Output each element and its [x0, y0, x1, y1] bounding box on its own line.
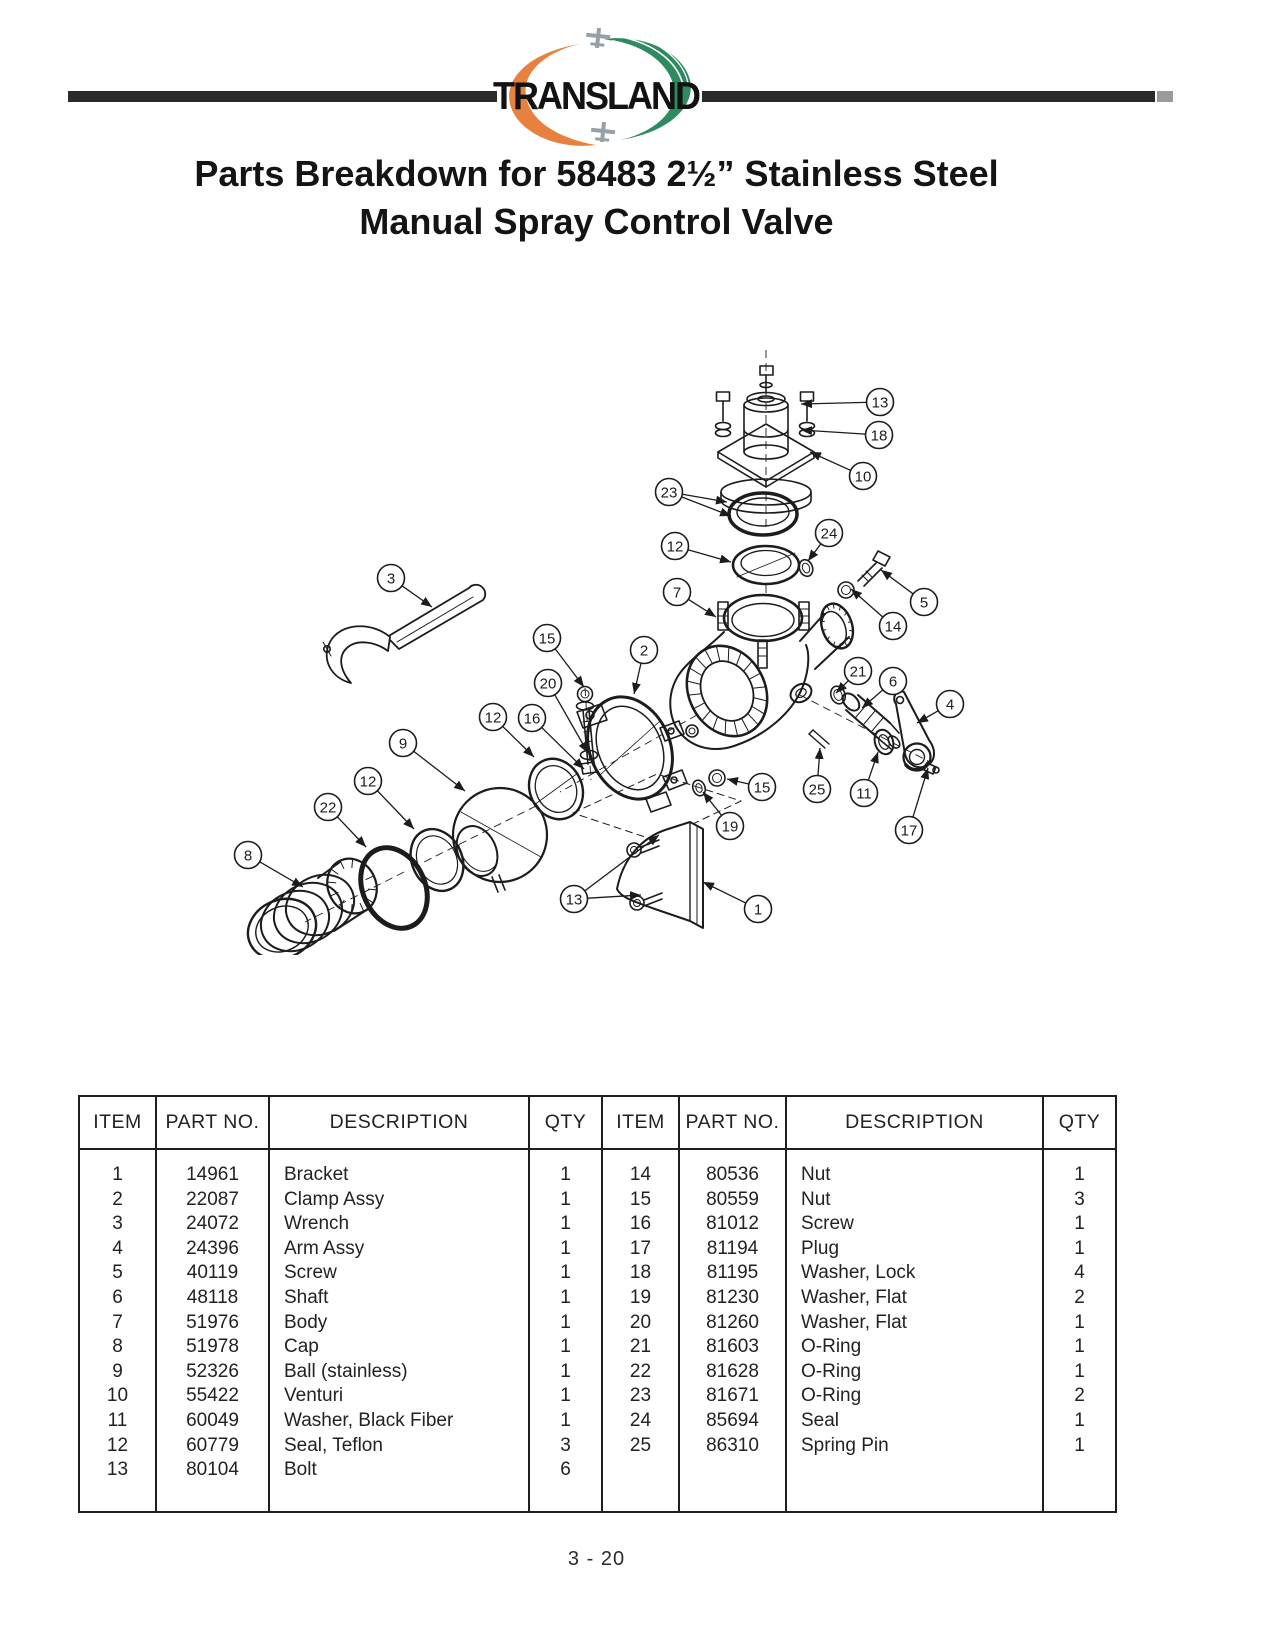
spacer-cell [786, 1483, 1043, 1512]
part-no-cell: 81012 [679, 1212, 786, 1237]
part-no-cell: 81603 [679, 1335, 786, 1360]
item-cell: 18 [602, 1261, 679, 1286]
callouts-layer [235, 389, 964, 923]
item-cell: 16 [602, 1212, 679, 1237]
description-cell: Washer, Black Fiber [269, 1409, 529, 1434]
svg-text:1: 1 [753, 901, 763, 919]
table-row [79, 1212, 1116, 1237]
svg-text:12: 12 [666, 538, 684, 556]
qty-cell: 3 [1043, 1188, 1116, 1213]
svg-text:18: 18 [870, 427, 888, 445]
item-cell: 25 [602, 1434, 679, 1459]
qty-cell: 1 [529, 1237, 602, 1262]
table-row [79, 1163, 1116, 1188]
description-cell: Screw [786, 1212, 1043, 1237]
header-rule-left [68, 91, 497, 102]
description-cell: Spring Pin [786, 1434, 1043, 1459]
table-row [79, 1335, 1116, 1360]
callout-21 [845, 658, 872, 685]
part-no-cell: 51978 [156, 1335, 269, 1360]
qty-cell: 1 [1043, 1409, 1116, 1434]
page-title [78, 150, 1115, 246]
item-cell: 5 [112, 1262, 123, 1284]
callout-22 [315, 794, 342, 821]
transland-logo [492, 28, 714, 156]
item-cell: 15 [602, 1188, 679, 1213]
valve-body-drawing [660, 595, 858, 790]
callout-6 [880, 668, 907, 695]
qty-cell: 1 [1043, 1212, 1116, 1237]
item-cell: 13 [106, 1459, 129, 1481]
description-cell: O-Ring [786, 1384, 1043, 1409]
item-cell: 8 [112, 1336, 123, 1358]
item-cell: 2 [112, 1188, 123, 1210]
part-no-cell: 81628 [679, 1360, 786, 1385]
spacer-cell [1043, 1149, 1116, 1163]
description-cell: Bolt [269, 1458, 529, 1483]
part-no-cell: 86310 [679, 1434, 786, 1459]
svg-text:24: 24 [820, 525, 838, 543]
description-cell: Arm Assy [269, 1237, 529, 1262]
logo-wordmark: TRANSLAND [493, 73, 699, 118]
svg-text:3: 3 [386, 570, 396, 588]
item-cell: 7 [112, 1311, 123, 1333]
table-row [79, 1384, 1116, 1409]
qty-cell: 1 [1043, 1163, 1116, 1188]
callout-12 [355, 768, 382, 795]
description-cell: Seal, Teflon [269, 1434, 529, 1459]
description-cell: O-Ring [786, 1360, 1043, 1385]
spacer-cell [602, 1149, 679, 1163]
qty-cell: 3 [529, 1434, 602, 1459]
svg-text:2: 2 [639, 642, 649, 660]
callout-3 [378, 565, 405, 592]
callout-7 [664, 579, 691, 606]
description-cell: Venturi [269, 1384, 529, 1409]
item-cell: 19 [602, 1286, 679, 1311]
page-number: 3 - 20 [567, 1548, 626, 1570]
venturi-assembly-drawing [716, 366, 815, 513]
qty-cell: 1 [1043, 1360, 1116, 1385]
item-cell: 3 [112, 1213, 123, 1235]
part-no-cell: 52326 [156, 1360, 269, 1385]
item-cell: 17 [602, 1237, 679, 1262]
svg-text:5: 5 [919, 594, 929, 612]
callout-15 [534, 625, 561, 652]
callout-4 [937, 691, 964, 718]
oring-seal-upper-drawing [729, 493, 799, 584]
table-row [79, 1311, 1116, 1336]
page-title-line1: Parts Breakdown for 58483 2½” Stainless Steel [194, 153, 999, 194]
callout-12 [662, 533, 689, 560]
page-title-line2: Manual Spray Control Valve [359, 201, 834, 242]
qty-cell: 1 [529, 1360, 602, 1385]
part-no-cell: 81671 [679, 1384, 786, 1409]
spacer-cell [79, 1483, 156, 1512]
spacer-cell [679, 1483, 786, 1512]
qty-cell: 1 [529, 1286, 602, 1311]
svg-text:15: 15 [538, 630, 556, 648]
description-cell: Body [269, 1311, 529, 1336]
callout-20 [535, 670, 562, 697]
spacer-cell [529, 1483, 602, 1512]
svg-text:13: 13 [871, 394, 889, 412]
col-header-description: DESCRIPTION [269, 1096, 529, 1149]
svg-text:13: 13 [565, 891, 583, 909]
qty-cell: 1 [529, 1335, 602, 1360]
part-no-cell [679, 1458, 786, 1483]
qty-cell: 1 [1043, 1237, 1116, 1262]
description-cell: Seal [786, 1409, 1043, 1434]
qty-cell: 1 [1043, 1434, 1116, 1459]
description-cell: Plug [786, 1237, 1043, 1262]
transland-logo-graphic [492, 28, 714, 156]
part-no-cell: 81194 [679, 1237, 786, 1262]
svg-text:15: 15 [753, 779, 771, 797]
callout-1 [745, 896, 772, 923]
item-cell: 22 [602, 1360, 679, 1385]
spacer-cell [1043, 1483, 1116, 1512]
part-no-cell: 24396 [156, 1237, 269, 1262]
bracket-drawing [573, 774, 741, 928]
qty-cell: 2 [1043, 1384, 1116, 1409]
callout-19 [717, 813, 744, 840]
callout-8 [235, 842, 262, 869]
qty-cell: 2 [1043, 1286, 1116, 1311]
callout-14 [880, 613, 907, 640]
qty-cell: 1 [529, 1261, 602, 1286]
svg-text:25: 25 [808, 781, 826, 799]
table-header-row [79, 1096, 1116, 1149]
part-no-cell: 22087 [156, 1188, 269, 1213]
item-cell: 6 [112, 1286, 123, 1308]
description-cell [786, 1458, 1043, 1483]
spacer-cell [529, 1149, 602, 1163]
svg-text:21: 21 [849, 663, 867, 681]
svg-text:17: 17 [900, 822, 918, 840]
part-no-cell: 48118 [156, 1286, 269, 1311]
svg-text:4: 4 [945, 696, 955, 714]
item-cell: 20 [602, 1311, 679, 1336]
part-no-cell: 80559 [679, 1188, 786, 1213]
part-no-cell: 85694 [679, 1409, 786, 1434]
callout-11 [851, 780, 878, 807]
table-row [79, 1286, 1116, 1311]
spacer-cell [679, 1149, 786, 1163]
svg-text:12: 12 [484, 709, 502, 727]
exploded-diagram-svg [195, 335, 995, 955]
col-header-item: ITEM [602, 1096, 679, 1149]
part-no-cell: 81260 [679, 1311, 786, 1336]
airplane-icon [590, 121, 616, 143]
table-row [79, 1188, 1116, 1213]
exploded-diagram [195, 335, 995, 960]
callout-10 [850, 463, 877, 490]
description-cell: Nut [786, 1188, 1043, 1213]
description-cell: Screw [269, 1261, 529, 1286]
description-cell: Bracket [269, 1163, 529, 1188]
svg-text:9: 9 [398, 735, 408, 753]
svg-text:11: 11 [856, 785, 872, 803]
spacer-cell [269, 1149, 529, 1163]
col-header-item: ITEM [79, 1096, 156, 1149]
spacer-cell [79, 1149, 156, 1163]
col-header-qty: QTY [1043, 1096, 1116, 1149]
table-row [79, 1409, 1116, 1434]
part-no-cell: 14961 [156, 1163, 269, 1188]
item-cell: 21 [602, 1335, 679, 1360]
qty-cell: 1 [1043, 1335, 1116, 1360]
parts-table [78, 1095, 1117, 1513]
description-cell: Cap [269, 1335, 529, 1360]
item-cell: 10 [106, 1385, 129, 1407]
qty-cell: 1 [529, 1384, 602, 1409]
col-header-part-no: PART NO. [156, 1096, 269, 1149]
table-row [79, 1237, 1116, 1262]
ball-drawing [449, 788, 547, 892]
svg-text:23: 23 [660, 484, 678, 502]
callout-9 [390, 730, 417, 757]
part-no-cell: 60049 [156, 1409, 269, 1434]
callout-5 [911, 589, 938, 616]
airplane-icon [585, 28, 611, 49]
qty-cell: 1 [1043, 1311, 1116, 1336]
description-cell: Washer, Flat [786, 1286, 1043, 1311]
description-cell: Nut [786, 1163, 1043, 1188]
callout-16 [519, 705, 546, 732]
item-cell: 23 [602, 1384, 679, 1409]
svg-text:19: 19 [721, 818, 739, 836]
qty-cell [1043, 1458, 1116, 1483]
header-rule-right [702, 91, 1155, 102]
description-cell: O-Ring [786, 1335, 1043, 1360]
svg-text:8: 8 [243, 847, 253, 865]
spacer-row [79, 1149, 1116, 1163]
item-cell: 12 [106, 1434, 129, 1456]
spacer-cell [156, 1483, 269, 1512]
spacer-cell [156, 1149, 269, 1163]
item-cell: 1 [112, 1164, 123, 1185]
qty-cell: 6 [529, 1458, 602, 1483]
callout-17 [896, 817, 923, 844]
part-no-cell: 51976 [156, 1311, 269, 1336]
description-cell: Clamp Assy [269, 1188, 529, 1213]
item-cell: 4 [112, 1237, 123, 1259]
qty-cell: 1 [529, 1163, 602, 1188]
callout-13 [561, 886, 588, 913]
part-no-cell: 60779 [156, 1434, 269, 1459]
col-header-qty: QTY [529, 1096, 602, 1149]
part-no-cell: 81230 [679, 1286, 786, 1311]
callout-24 [816, 520, 843, 547]
callout-13 [867, 389, 894, 416]
item-cell: 24 [602, 1409, 679, 1434]
item-cell [602, 1458, 679, 1483]
part-no-cell: 24072 [156, 1212, 269, 1237]
col-header-part-no: PART NO. [679, 1096, 786, 1149]
svg-text:14: 14 [884, 618, 902, 636]
callout-25 [804, 776, 831, 803]
spacer-cell [602, 1483, 679, 1512]
qty-cell: 4 [1043, 1261, 1116, 1286]
item-cell: 14 [602, 1163, 679, 1188]
svg-text:10: 10 [854, 468, 872, 486]
callout-15 [749, 774, 776, 801]
qty-cell: 1 [529, 1212, 602, 1237]
wrench-drawing [323, 585, 485, 683]
svg-text:16: 16 [523, 710, 541, 728]
description-cell: Washer, Flat [786, 1311, 1043, 1336]
table-row [79, 1360, 1116, 1385]
callout-12 [480, 704, 507, 731]
part-no-cell: 55422 [156, 1384, 269, 1409]
spacer-row [79, 1483, 1116, 1512]
spacer-cell [786, 1149, 1043, 1163]
description-cell: Ball (stainless) [269, 1360, 529, 1385]
seal-oring-lower-drawing [348, 820, 473, 939]
qty-cell: 1 [529, 1188, 602, 1213]
svg-text:22: 22 [319, 799, 337, 817]
callout-23 [656, 479, 683, 506]
svg-text:7: 7 [672, 584, 682, 602]
qty-cell: 1 [529, 1409, 602, 1434]
spacer-cell [269, 1483, 529, 1512]
svg-text:20: 20 [539, 675, 557, 693]
col-header-description: DESCRIPTION [786, 1096, 1043, 1149]
item-cell: 11 [107, 1409, 128, 1431]
description-cell: Wrench [269, 1212, 529, 1237]
table-row [79, 1261, 1116, 1286]
header-rule-tail [1157, 91, 1173, 102]
callout-leaders [260, 402, 939, 903]
qty-cell: 1 [529, 1311, 602, 1336]
part-no-cell: 81195 [679, 1261, 786, 1286]
table-row [79, 1458, 1116, 1483]
item-cell: 9 [112, 1360, 123, 1382]
part-no-cell: 80104 [156, 1458, 269, 1483]
callout-18 [866, 422, 893, 449]
description-cell: Washer, Lock [786, 1261, 1043, 1286]
part-no-cell: 80536 [679, 1163, 786, 1188]
part-no-cell: 40119 [156, 1261, 269, 1286]
callout-2 [631, 637, 658, 664]
description-cell: Shaft [269, 1286, 529, 1311]
svg-text:12: 12 [359, 773, 377, 791]
svg-text:6: 6 [888, 673, 898, 691]
table-row [79, 1434, 1116, 1459]
